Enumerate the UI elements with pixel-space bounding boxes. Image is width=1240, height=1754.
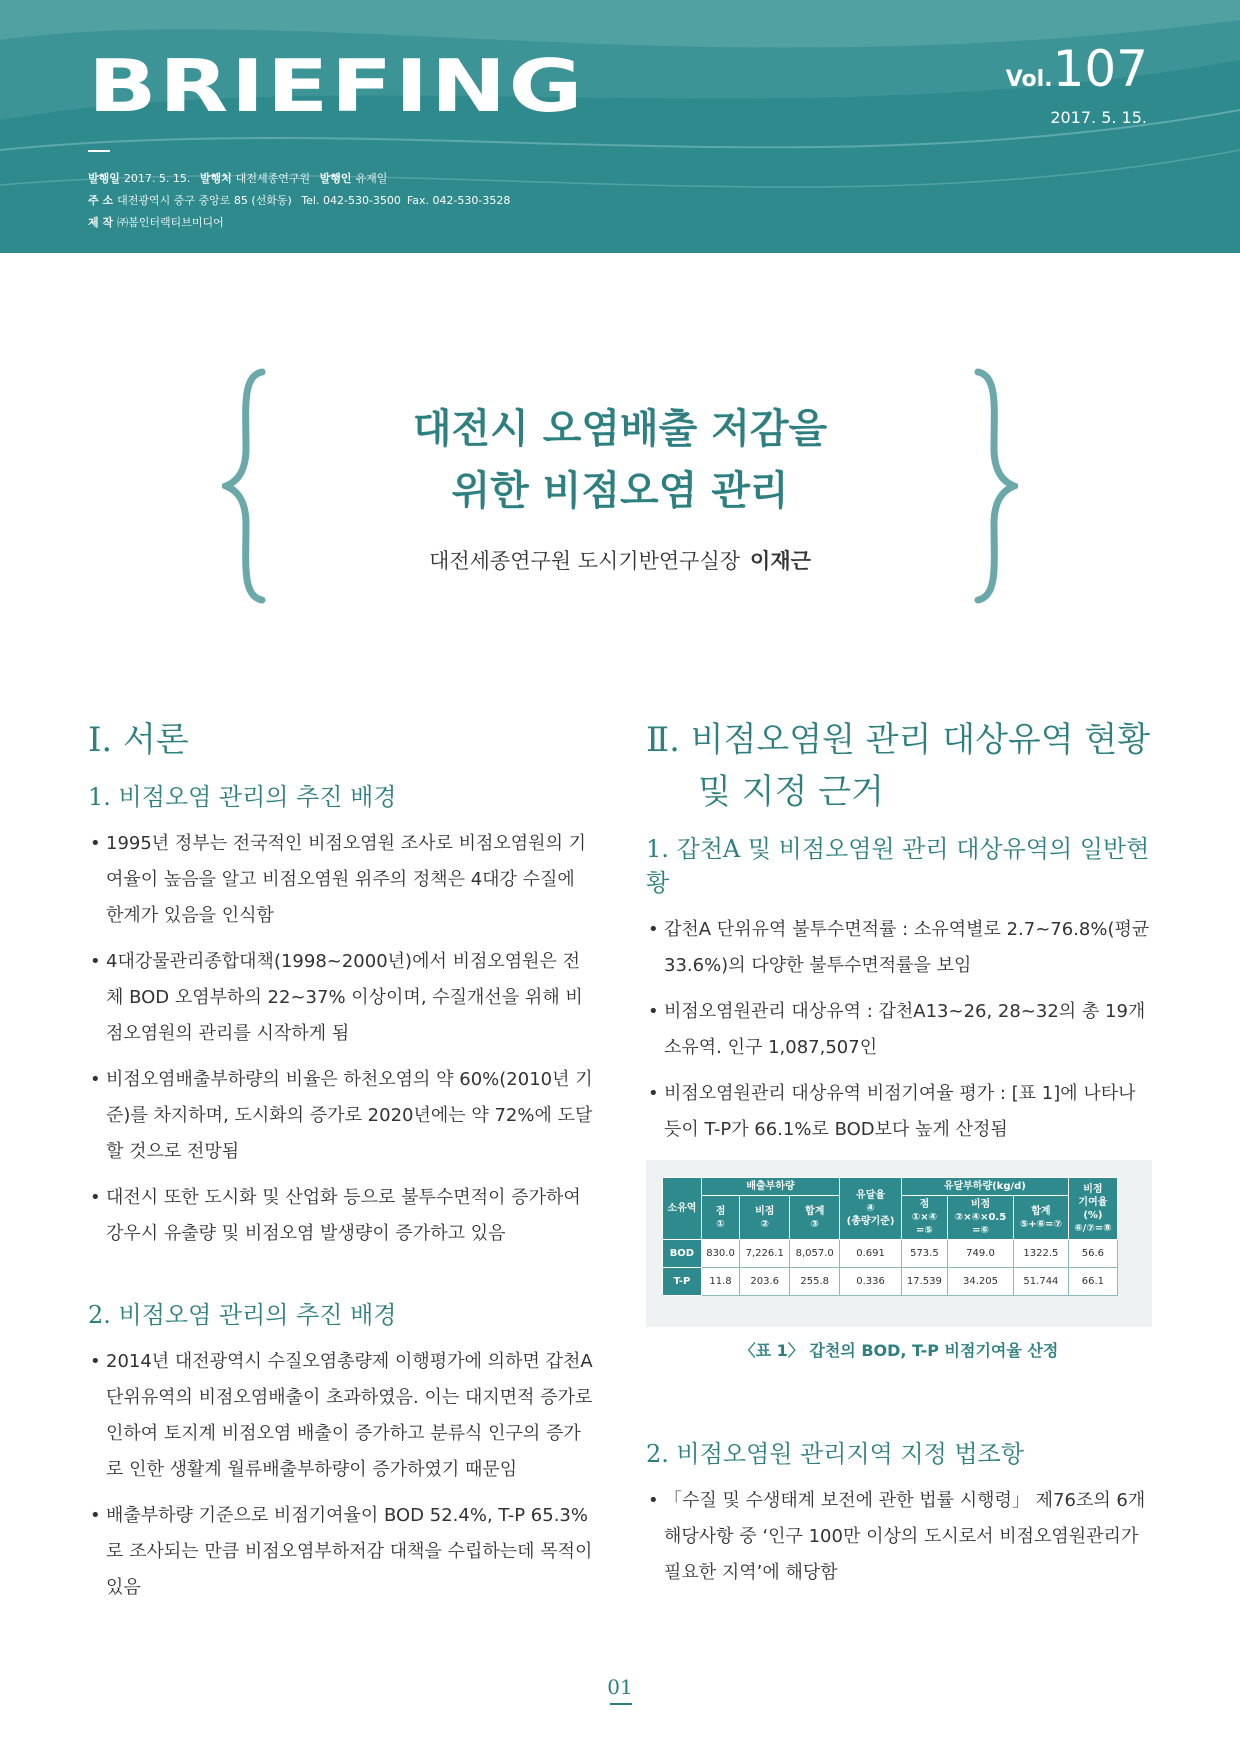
row-header: T-P	[663, 1268, 702, 1296]
issue-date: 2017. 5. 15.	[1050, 108, 1147, 127]
meta-value: 유재일	[355, 172, 388, 185]
th-text: (총량기준)	[846, 1216, 895, 1227]
meta-line-2	[88, 190, 516, 212]
th-text: 기여율	[1078, 1196, 1108, 1208]
bullet-item: • 4대강물관리종합대책(1998~2000년)에서 비점오염원은 전체 BOD 오염부하의 22~37% 이상이며, 수질개선을 위해 비점오염원의 관리를 시작하게 됨	[88, 944, 594, 1052]
th-dpoint	[901, 1196, 947, 1240]
th-text: ③	[810, 1218, 819, 1230]
th-text: ②×④×0.5	[954, 1212, 1007, 1223]
th-dnonpoint	[947, 1196, 1013, 1240]
table-cell: 255.8	[790, 1268, 840, 1296]
title-line-1: 대전시 오염배출 저감을	[412, 406, 828, 452]
contribution-table	[662, 1177, 1118, 1296]
document-title	[0, 398, 1240, 522]
page-number: 01	[607, 1675, 633, 1699]
th-text: 유달율	[856, 1190, 886, 1201]
author-affiliation: 대전세종연구원 도시기반연구실장	[429, 549, 741, 573]
bullet-item: • 배출부하량 기준으로 비점기여율이 BOD 52.4%, T-P 65.3%로 조사되는 만큼 비점오염부하저감 대책을 수립하는데 목적이 있음	[88, 1498, 594, 1606]
vol-number: 107	[1052, 40, 1148, 98]
meta-value: 대전세종연구원	[235, 172, 311, 185]
table-cell: 56.6	[1068, 1240, 1117, 1268]
th-delivery-ratio	[840, 1178, 902, 1240]
th-text: ①×④	[911, 1212, 938, 1223]
vol-prefix: Vol.	[1005, 67, 1053, 92]
th-point	[701, 1196, 739, 1240]
th-text: ②	[760, 1218, 769, 1230]
table-row	[663, 1268, 1118, 1296]
table-caption: 〈표 1〉 갑천의 BOD, T-P 비점기여율 산정	[739, 1341, 1059, 1360]
th-text: ⑥/⑦=⑧	[1074, 1222, 1112, 1234]
right-column	[646, 714, 1152, 1148]
left-column	[88, 714, 594, 1606]
meta-tel: Tel. 042-530-3500	[301, 194, 401, 207]
bullet-item: • 「수질 및 수생태계 보전에 관한 법률 시행령」 제76조의 6개 해당사항 중 ‘인구 100만 이상의 도시로서 비점오염원관리가 필요한 지역’에 해당함	[646, 1483, 1152, 1591]
meta-label: 제 작	[88, 216, 114, 229]
th-text: 비점	[755, 1205, 775, 1217]
bullet-item: • 2014년 대전광역시 수질오염총량제 이행평가에 의하면 갑천A 단위유역의 비점오염배출이 초과하였음. 이는 대지면적 증가로 인하여 토지계 비점오염 배출이 증가하고 분류식 인구의 증가로 인한 생활계 월류배출부하량이 증가하였기 때문임	[88, 1344, 594, 1488]
table-cell: 749.0	[947, 1240, 1013, 1268]
page-number-underline	[610, 1703, 632, 1705]
th-nonpoint	[740, 1196, 790, 1240]
bullet-item: • 비점오염배출부하량의 비율은 하천오염의 약 60%(2010년 기준)를 차지하며, 도시화의 증가로 2020년에는 약 72%에 도달할 것으로 전망됨	[88, 1062, 594, 1170]
meta-address: 대전광역시 중구 중앙로 85 (선화동)	[117, 194, 292, 207]
table-cell: 51.744	[1014, 1268, 1069, 1296]
th-text: ①	[716, 1218, 725, 1230]
meta-producer: ㈜봄인터랙티브미디어	[117, 216, 224, 229]
th-text: ④	[866, 1203, 875, 1214]
th-text: =⑤	[915, 1225, 933, 1236]
table-cell: 0.691	[840, 1240, 902, 1268]
bullet-item: • 비점오염원관리 대상유역 : 갑천A13~26, 28~32의 총 19개 소유역. 인구 1,087,507인	[646, 994, 1152, 1066]
th-text: 점	[919, 1199, 930, 1210]
th-text: 비점	[1083, 1183, 1103, 1195]
table-cell: 17.539	[901, 1268, 947, 1296]
th-sum	[790, 1196, 840, 1240]
bullet-item: • 1995년 정부는 전국적인 비점오염원 조사로 비점오염원의 기여율이 높음을 알고 비점오염원 위주의 정책은 4대강 수질에 한계가 있음을 인식함	[88, 826, 594, 934]
th-text: 비점	[970, 1199, 991, 1210]
header-divider	[88, 150, 110, 152]
meta-line-3	[88, 212, 516, 234]
bullet-item: • 갑천A 단위유역 불투수면적률 : 소유역별로 2.7~76.8%(평균 33.6%)의 다양한 불투수면적률을 보임	[646, 912, 1152, 984]
author-line	[0, 545, 1240, 575]
th-dsum	[1014, 1196, 1069, 1240]
table-row	[663, 1240, 1118, 1268]
table-cell: 7,226.1	[740, 1240, 790, 1268]
meta-label: 주 소	[88, 194, 114, 207]
subheading-legal-basis: 2. 비점오염원 관리지역 지정 법조항	[646, 1440, 1024, 1468]
table-cell: 34.205	[947, 1268, 1013, 1296]
brand-logo: BRIEFING	[88, 44, 586, 128]
section-heading-status	[646, 714, 1152, 818]
header-banner	[0, 0, 1240, 253]
publication-meta	[88, 168, 516, 234]
row-header: BOD	[663, 1240, 702, 1268]
table-cell: 0.336	[840, 1268, 902, 1296]
th-text: ⑤+⑥=⑦	[1019, 1218, 1063, 1230]
table-cell: 11.8	[701, 1268, 739, 1296]
section-heading-line-1: Ⅱ. 비점오염원 관리 대상유역 현황	[646, 720, 1151, 760]
th-subbasin: 소유역	[663, 1178, 702, 1240]
meta-value: 2017. 5. 15.	[123, 172, 191, 185]
meta-line-1	[88, 168, 516, 190]
subheading-general-status: 1. 갑천A 및 비점오염원 관리 대상유역의 일반현황	[646, 835, 1150, 897]
author-name: 이재근	[750, 549, 811, 573]
th-discharge: 배출부하량	[701, 1178, 839, 1196]
bullet-item: • 비점오염원관리 대상유역 비점기여율 평가 : [표 1]에 나타나듯이 T-P가 66.1%로 BOD보다 높게 산정됨	[646, 1076, 1152, 1148]
section-heading-line-2: 및 지정 근거	[698, 772, 884, 812]
table-cell: 8,057.0	[790, 1240, 840, 1268]
th-delivered-load: 유달부하량(kg/d)	[901, 1178, 1068, 1196]
meta-fax: Fax. 042-530-3528	[406, 194, 511, 207]
table-cell: 66.1	[1068, 1268, 1117, 1296]
table-cell: 830.0	[701, 1240, 739, 1268]
right-column-lower	[646, 1437, 1152, 1591]
meta-label: 발행처	[199, 172, 232, 185]
section-heading-intro: Ⅰ. 서론	[88, 720, 189, 760]
th-text: =⑥	[972, 1225, 989, 1236]
table-cell: 1322.5	[1014, 1240, 1069, 1268]
title-line-2: 위한 비점오염 관리	[451, 468, 789, 514]
th-text: 점	[715, 1205, 726, 1217]
subheading-background-1: 1. 비점오염 관리의 추진 배경	[88, 783, 397, 811]
th-text: 합계	[805, 1205, 825, 1217]
subheading-background-2: 2. 비점오염 관리의 추진 배경	[88, 1301, 397, 1329]
th-text: (%)	[1083, 1209, 1103, 1221]
table-cell: 203.6	[740, 1268, 790, 1296]
volume-label	[1005, 40, 1148, 98]
th-contribution	[1068, 1178, 1117, 1240]
meta-label: 발행인	[319, 172, 352, 185]
bullet-item: • 대전시 또한 도시화 및 산업화 등으로 불투수면적이 증가하여 강우시 유출량 및 비점오염 발생량이 증가하고 있음	[88, 1180, 594, 1252]
th-text: 합계	[1031, 1205, 1051, 1217]
table-cell: 573.5	[901, 1240, 947, 1268]
meta-label: 발행일	[88, 172, 120, 185]
